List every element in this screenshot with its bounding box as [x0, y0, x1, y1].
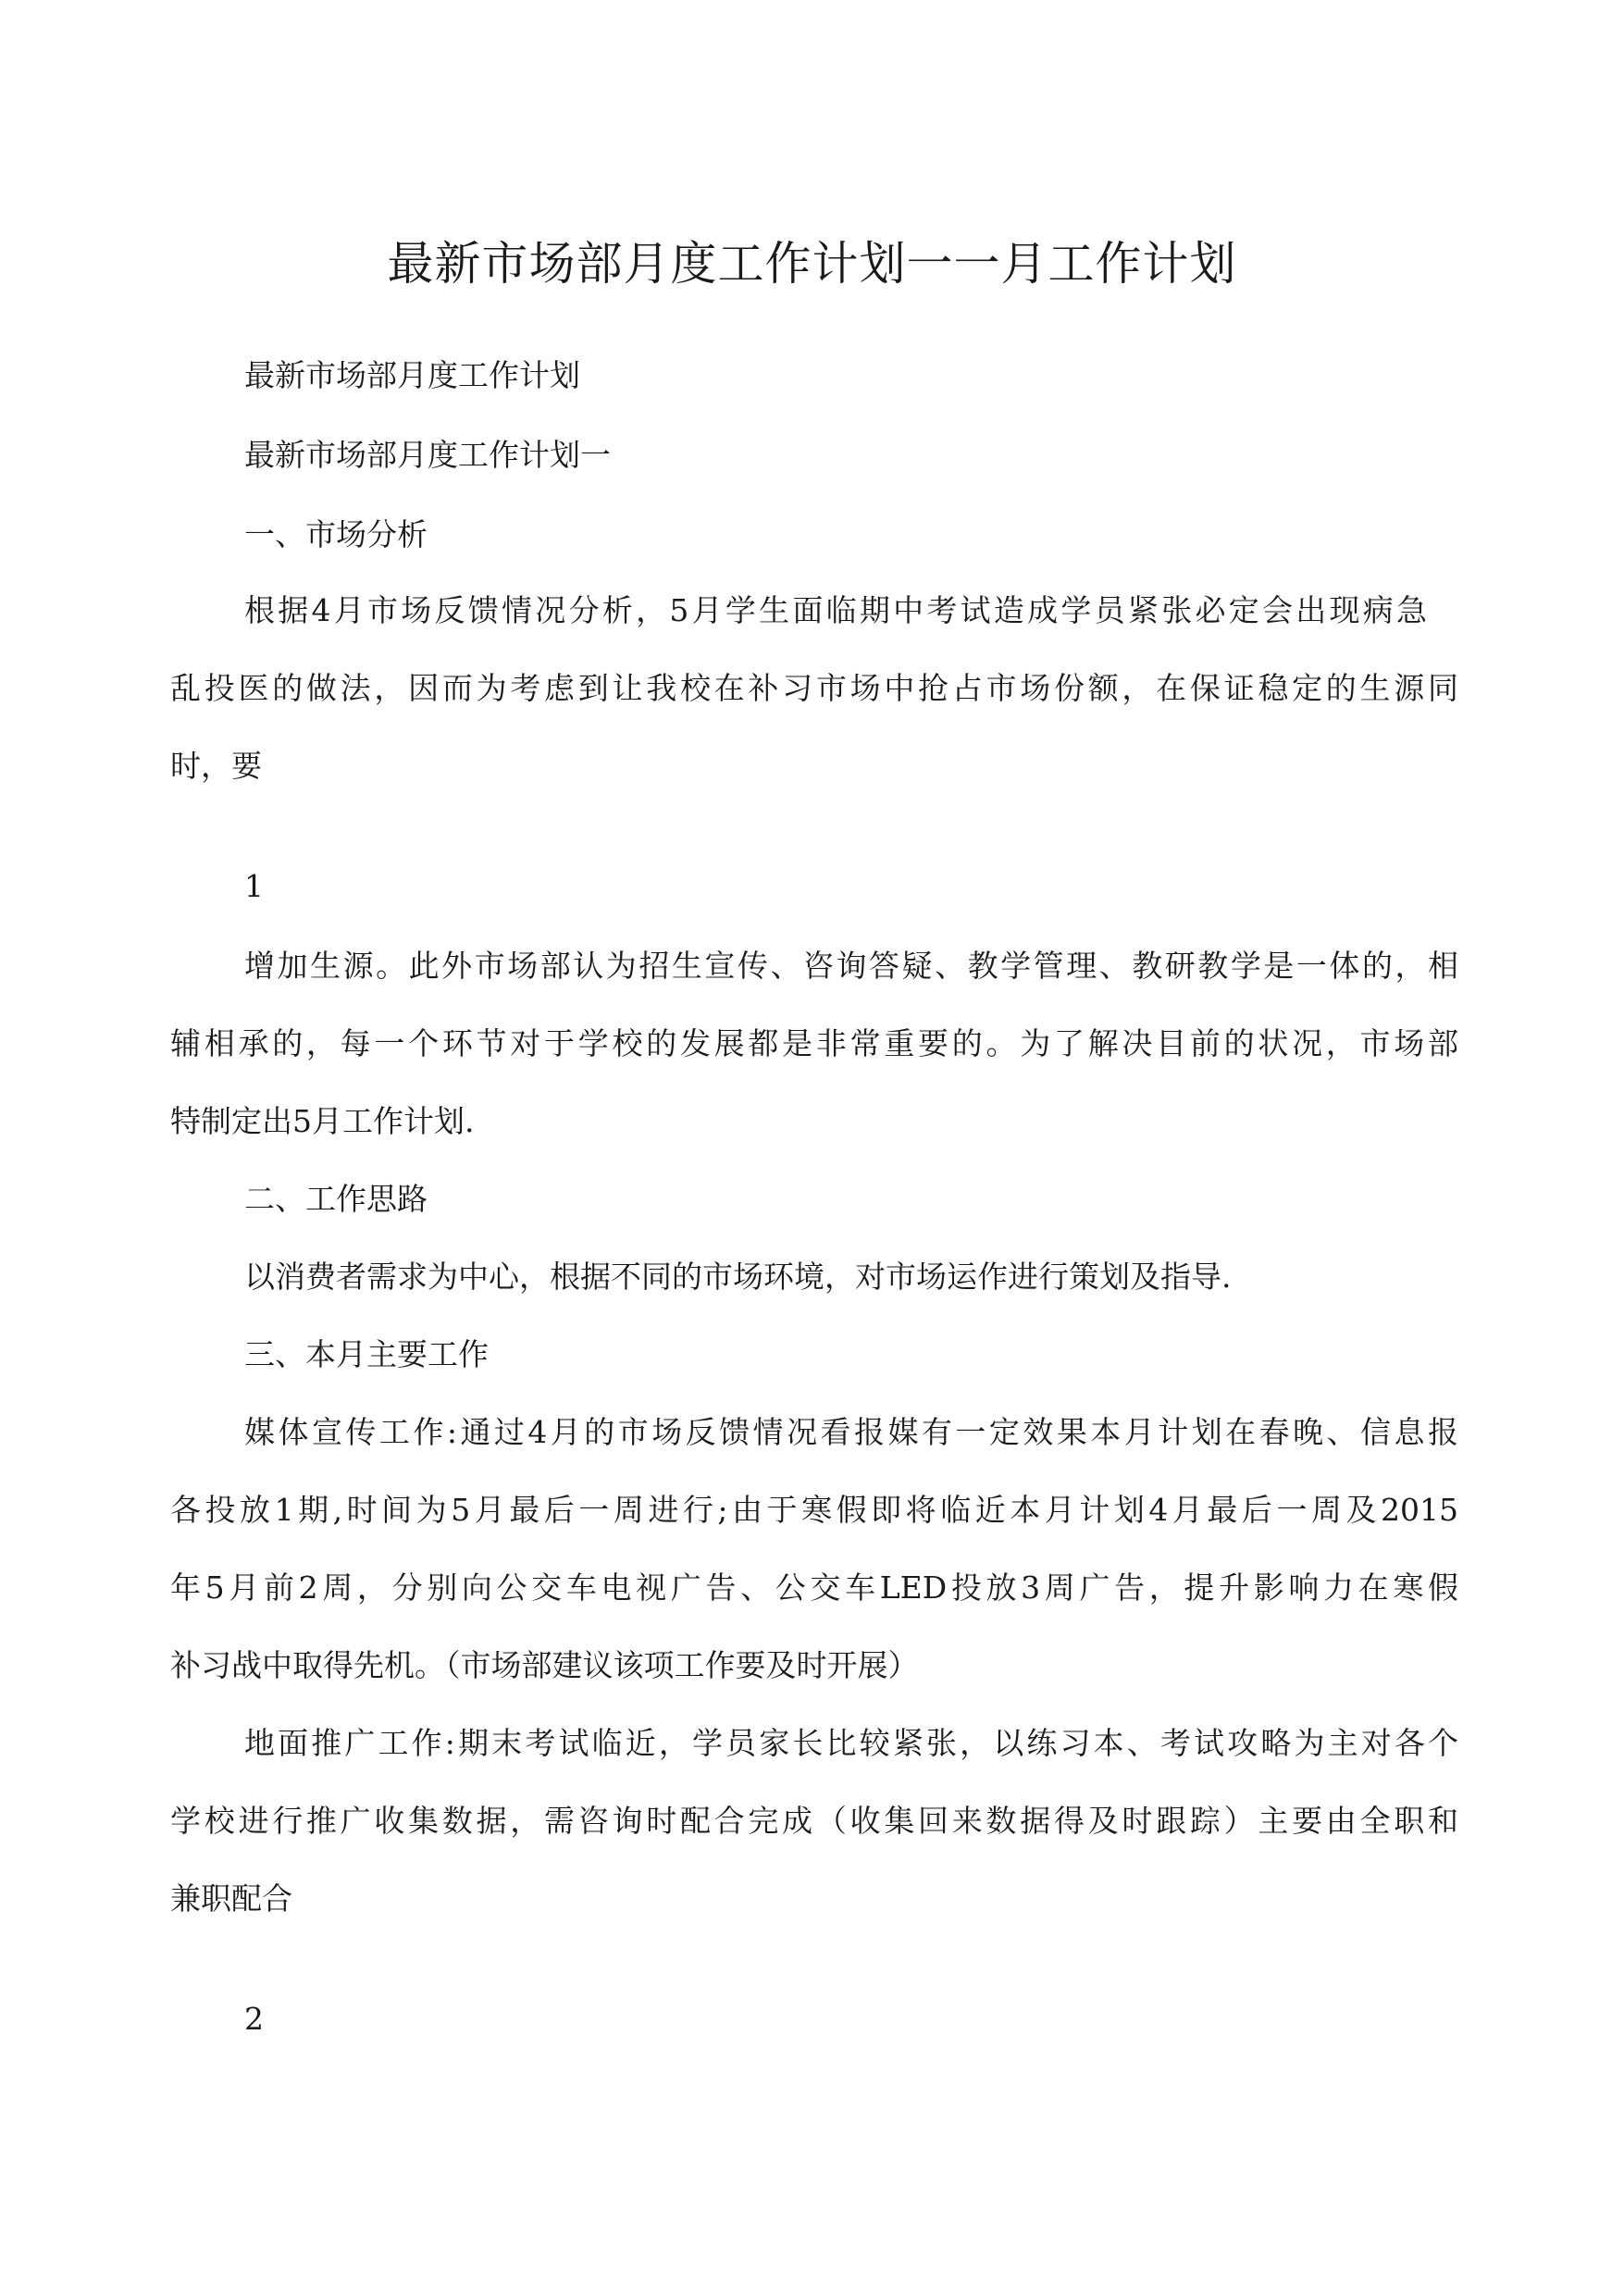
paragraph-line: 媒体宣传工作:通过4月的市场反馈情况看报媒有一定效果本月计划在春晚、信息报	[244, 1414, 1458, 1450]
paragraph-line: 增加生源。此外市场部认为招生宣传、咨询答疑、教学管理、教研教学是一体的，相	[244, 948, 1458, 984]
section-heading-work-approach: 二、工作思路	[244, 1181, 428, 1217]
paragraph-line: 学校进行推广收集数据，需咨询时配合完成（收集回来数据得及时跟踪）主要由全职和	[170, 1803, 1458, 1839]
page-number: 1	[244, 868, 264, 904]
paragraph-line: 特制定出5月工作计划.	[170, 1103, 475, 1139]
paragraph-line: 乱投医的做法，因而为考虑到让我校在补习市场中抢占市场份额，在保证稳定的生源同	[170, 670, 1458, 706]
page-number: 2	[244, 2001, 264, 2037]
paragraph-line: 时，要	[170, 748, 262, 784]
section-heading-market-analysis: 一、市场分析	[244, 516, 428, 552]
paragraph-line: 根据4月市场反馈情况分析，5月学生面临期中考试造成学员紧张必定会出现病急	[244, 592, 1427, 628]
paragraph-line: 以消费者需求为中心，根据不同的市场环境，对市场运作进行策划及指导.	[244, 1259, 1232, 1295]
paragraph-line: 年5月前2周，分别向公交车电视广告、公交车LED投放3周广告，提升影响力在寒假	[170, 1569, 1458, 1606]
subheading-plan: 最新市场部月度工作计划	[244, 357, 580, 393]
paragraph-line: 各投放1期,时间为5月最后一周进行;由于寒假即将临近本月计划4月最后一周及2015	[170, 1492, 1458, 1528]
paragraph-line: 地面推广工作:期末考试临近，学员家长比较紧张，以练习本、考试攻略为主对各个	[244, 1725, 1458, 1761]
section-heading-main-work: 三、本月主要工作	[244, 1336, 489, 1372]
paragraph-line: 辅相承的，每一个环节对于学校的发展都是非常重要的。为了解决目前的状况，市场部	[170, 1025, 1458, 1061]
document-title: 最新市场部月度工作计划一一月工作计划	[387, 237, 1237, 291]
subheading-plan-one: 最新市场部月度工作计划一	[244, 437, 611, 473]
paragraph-line: 兼职配合	[170, 1880, 292, 1917]
paragraph-line: 补习战中取得先机。（市场部建议该项工作要及时开展）	[170, 1647, 919, 1683]
